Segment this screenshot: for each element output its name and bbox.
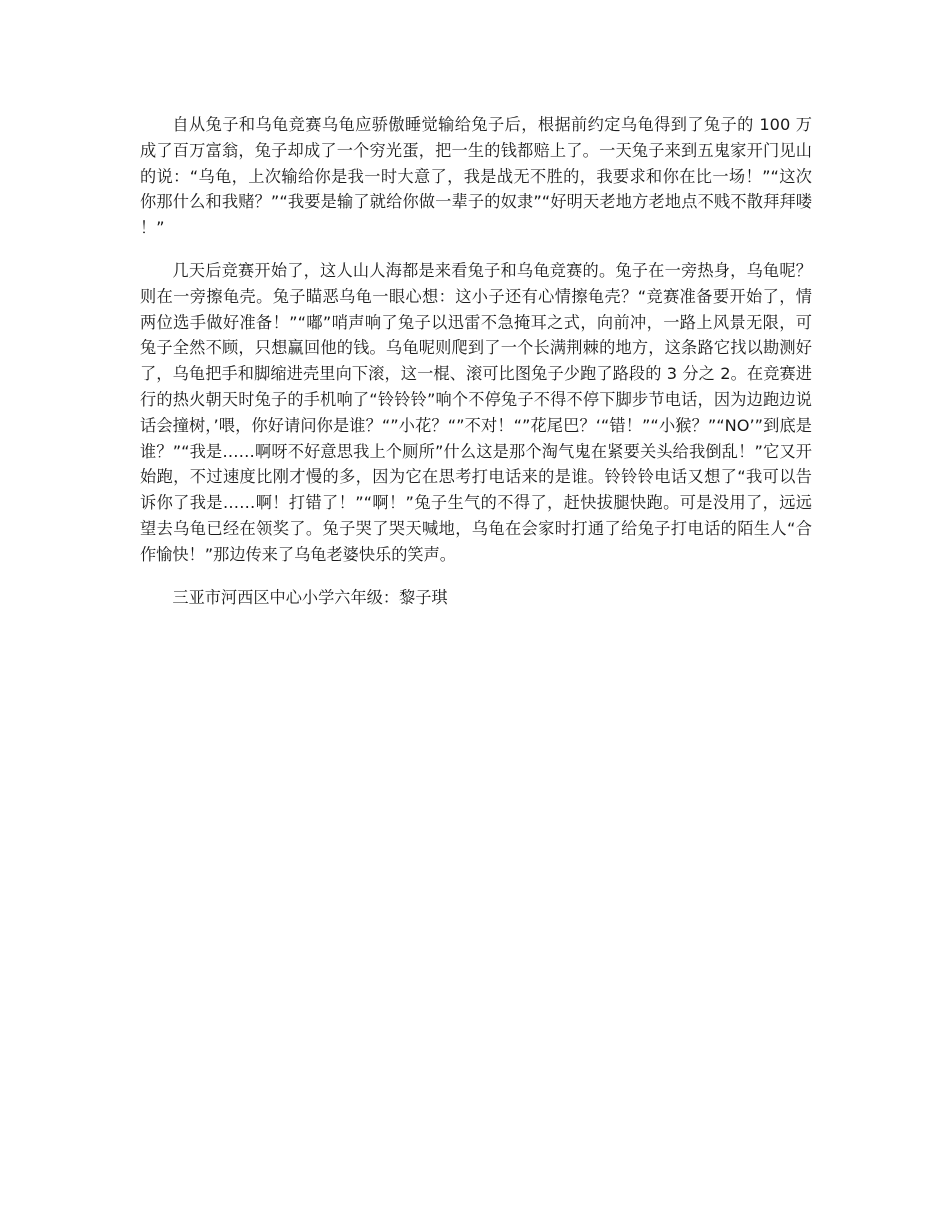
paragraph-race: 几天后竞赛开始了，这人山人海都是来看兔子和乌龟竞赛的。兔子在一旁热身，乌龟呢？则在一旁擦龟壳。兔子瞄恶乌龟一眼心想：这小子还有心情擦龟壳？“竞赛准备要开始了，情两位选手做好准备！”“嘟”哨声响了兔子以迅雷不急掩耳之式，向前冲，一路上风景无限，可兔子全然不顾，只想赢回他的钱。乌龟呢则爬到了一个长满荆棘的地方，这条路它找以勘测好了，乌龟把手和脚缩进壳里向下滚，这一棍、滚可比图兔子少跑了路段的 3 分之 2。在竞赛进行的热火朝天时兔子的手机响了“铃铃铃”响个不停兔子不得不停下脚步节电话，因为边跑边说话会撞树，’喂，你好请问你是谁？“”小花？“”不对！“”花尾巴？‘“错！”“小猴？”“NO’”到底是谁？”“我是……啊呀不好意思我上个厕所”什么这是那个淘气鬼在紧要关头给我倒乱！”它又开始跑，不过速度比刚才慢的多，因为它在思考打电话来的是谁。铃铃铃电话又想了“我可以告诉你了我是……啊！打错了！”“啊！”兔子生气的不得了，赶快拔腿快跑。可是没用了，远远望去乌龟已经在领奖了。兔子哭了哭天喊地，乌龟在会家时打通了给兔子打电话的陌生人“合作愉快！”那边传来了乌龟老婆快乐的笑声。 [140, 260, 812, 564]
document-body [140, 112, 812, 627]
author-line: 三亚市河西区中心小学六年级：黎子琪 [172, 587, 448, 607]
paragraph-story-start: 自从兔子和乌龟竞赛乌龟应骄傲睡觉输给兔子后，根据前约定乌龟得到了兔子的 100 万成了百万富翁，兔子却成了一个穷光蛋，把一生的钱都赔上了。一天兔子来到五鬼家开门见山的说：“乌龟，上次输给你是我一时大意了，我是战无不胜的，我要求和你在比一场！”“这次你那什么和我赌？”“我要是输了就给你做一辈子的奴隶”“好明天老地方老地点不贱不散拜拜喽！” [140, 115, 812, 238]
